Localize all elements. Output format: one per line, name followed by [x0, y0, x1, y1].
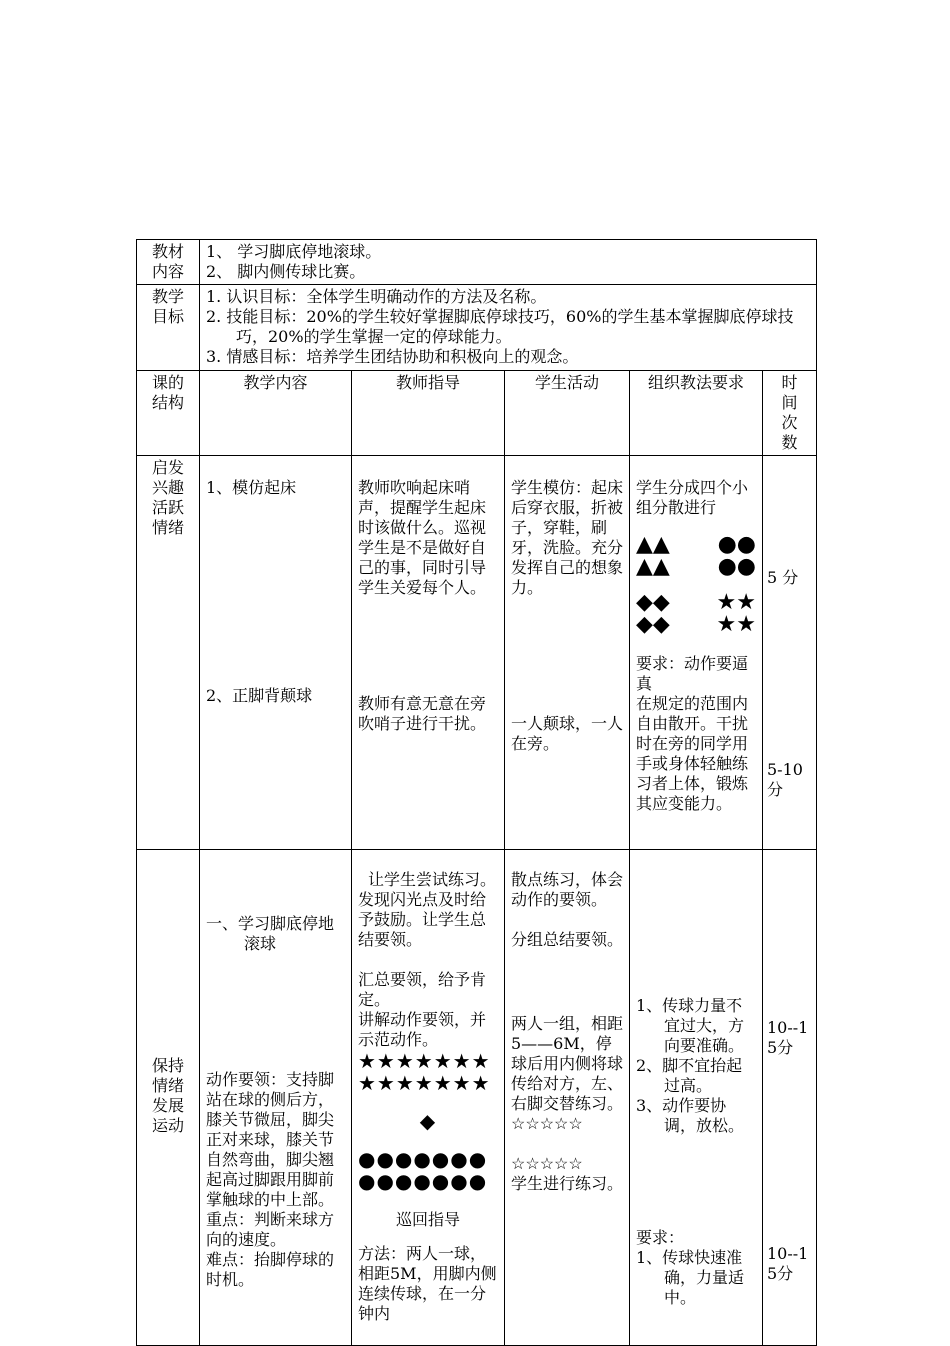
key-point: 重点：判断来球方向的速度。 [206, 1210, 335, 1249]
diamond-icon: ◆ [419, 1109, 437, 1133]
hollow-star-icon: ☆☆☆☆☆ [511, 1154, 583, 1173]
org-item: 2、脚不宜抬起过高。 [636, 1056, 743, 1095]
goal-item: 3. 情感目标：培养学生团结协助和积极向上的观念。 [206, 347, 579, 366]
header-organization: 组织教法要求 [630, 371, 763, 456]
content-item: 2、正脚背颠球 [206, 686, 313, 705]
star-icon: ★★ [716, 590, 756, 615]
goals-row [137, 285, 817, 371]
materials-row [137, 240, 817, 285]
difficulty-point: 难点：抬脚停球的时机。 [206, 1250, 335, 1289]
header-activity: 学生活动 [505, 371, 630, 456]
method-text: 动作要领：支持脚站在球的侧后方，膝关节微屈，脚尖正对来球，膝关节自然弯曲，脚尖翘起高过脚跟用脚前掌触球的中上部。 [206, 1070, 335, 1209]
column-header-row [137, 371, 817, 456]
header-guidance: 教师指导 [352, 371, 505, 456]
circle-icon: ●● [717, 532, 756, 557]
circle-icon: ●● [717, 554, 756, 579]
content-item: 1、模仿起床 [206, 478, 297, 497]
content-title: 一、学习脚底停地滚球 [206, 914, 335, 953]
star-icon: ★★★★★★★ [358, 1049, 491, 1073]
materials-content [200, 240, 817, 285]
lesson-plan-table [136, 239, 817, 1346]
diamond-icon: ◆◆ [636, 612, 670, 637]
diamond-icon: ◆◆ [636, 590, 670, 615]
header-time: 时 间 次 数 [763, 371, 817, 456]
triangle-icon: ▲▲ [636, 532, 670, 557]
section-warmup-time: 5 分 5-10 分 [763, 456, 817, 850]
section-main-label: 保持 情绪 发展 运动 [137, 850, 200, 1346]
demo-formation-diagram [358, 1050, 498, 1192]
goal-item: 1. 认识目标：全体学生明确动作的方法及名称。 [206, 287, 547, 306]
section-warmup-organization: 学生分成四个小组分散进行 ▲▲ ●● ▲▲ ●● ◆◆ ★★ ◆◆ ★★ 要求：动作要逼真 在规定的范围内自由散开。干扰时在旁的同学用手或身体轻触练习者上体，锻炼其应变能力。 [630, 456, 763, 850]
goals-label: 教学 目标 [137, 285, 200, 371]
org-item: 1、传球力量不宜过大，方向要准确。 [636, 996, 745, 1055]
section-main-activity: 散点练习，体会动作的要领。 分组总结要领。 两人一组，相距 5——6M，停球后用内侧将球传给对方，左、右脚交替练习。 ☆☆☆☆☆ ☆☆☆☆☆ 学生进行练习。 [505, 850, 630, 1346]
star-icon: ★★ [716, 612, 756, 637]
section-main-organization: 1、传球力量不宜过大，方向要准确。 2、脚不宜抬起过高。 3、动作要协调，放松。 要求： 1、传球快速准确，力量适中。 [630, 850, 763, 1346]
section-main-row [137, 850, 817, 1346]
section-warmup-activity: 学生模仿：起床后穿衣服，折被子，穿鞋，刷牙，洗脸。充分发挥自己的想象力。 一人颠球，一人在旁。 [505, 456, 630, 850]
header-content: 教学内容 [200, 371, 352, 456]
goal-item: 2. 技能目标：20%的学生较好掌握脚底停球技巧，60%的学生基本掌握脚底停球技巧，20%的学生掌握一定的停球能力。 [206, 307, 794, 346]
goals-content [200, 285, 817, 371]
section-main-guidance: 让学生尝试练习。发现闪光点及时给予鼓励。让学生总结要领。 汇总要领，给予肯定。 讲解动作要领，并示范动作。 ★★★★★★★ ★★★★★★★ ◆ ●●●●●●● ●●●●●●● 巡回指导 方法：两人一球，相距5M，用脚内侧连续传球，在一分钟内 [352, 850, 505, 1346]
section-warmup-row [137, 456, 817, 850]
org-req-item: 1、传球快速准确，力量适中。 [636, 1248, 745, 1307]
hollow-star-icon: ☆☆☆☆☆ [511, 1114, 583, 1133]
group-formation-diagram [636, 534, 756, 636]
star-icon: ★★★★★★★ [358, 1071, 491, 1095]
org-item: 3、动作要协调，放松。 [636, 1096, 745, 1135]
header-structure: 课的 结构 [137, 371, 200, 456]
materials-label: 教材 内容 [137, 240, 200, 285]
section-warmup-content [200, 456, 352, 850]
materials-item: 1、 学习脚底停地滚球。 [206, 242, 382, 261]
section-main-time: 10--15分 10--15分 [763, 850, 817, 1346]
section-main-content [200, 850, 352, 1346]
triangle-icon: ▲▲ [636, 554, 670, 579]
materials-item: 2、 脚内侧传球比赛。 [206, 262, 366, 281]
section-warmup-guidance: 教师吹响起床哨声，提醒学生起床时该做什么。巡视学生是不是做好自己的事，同时引导学生关爱每个人。 教师有意无意在旁吹哨子进行干扰。 [352, 456, 505, 850]
circle-icon: ●●●●●●● [358, 1147, 488, 1171]
circle-icon: ●●●●●●● [358, 1169, 488, 1193]
section-warmup-label: 启发 兴趣 活跃 情绪 [137, 456, 200, 850]
